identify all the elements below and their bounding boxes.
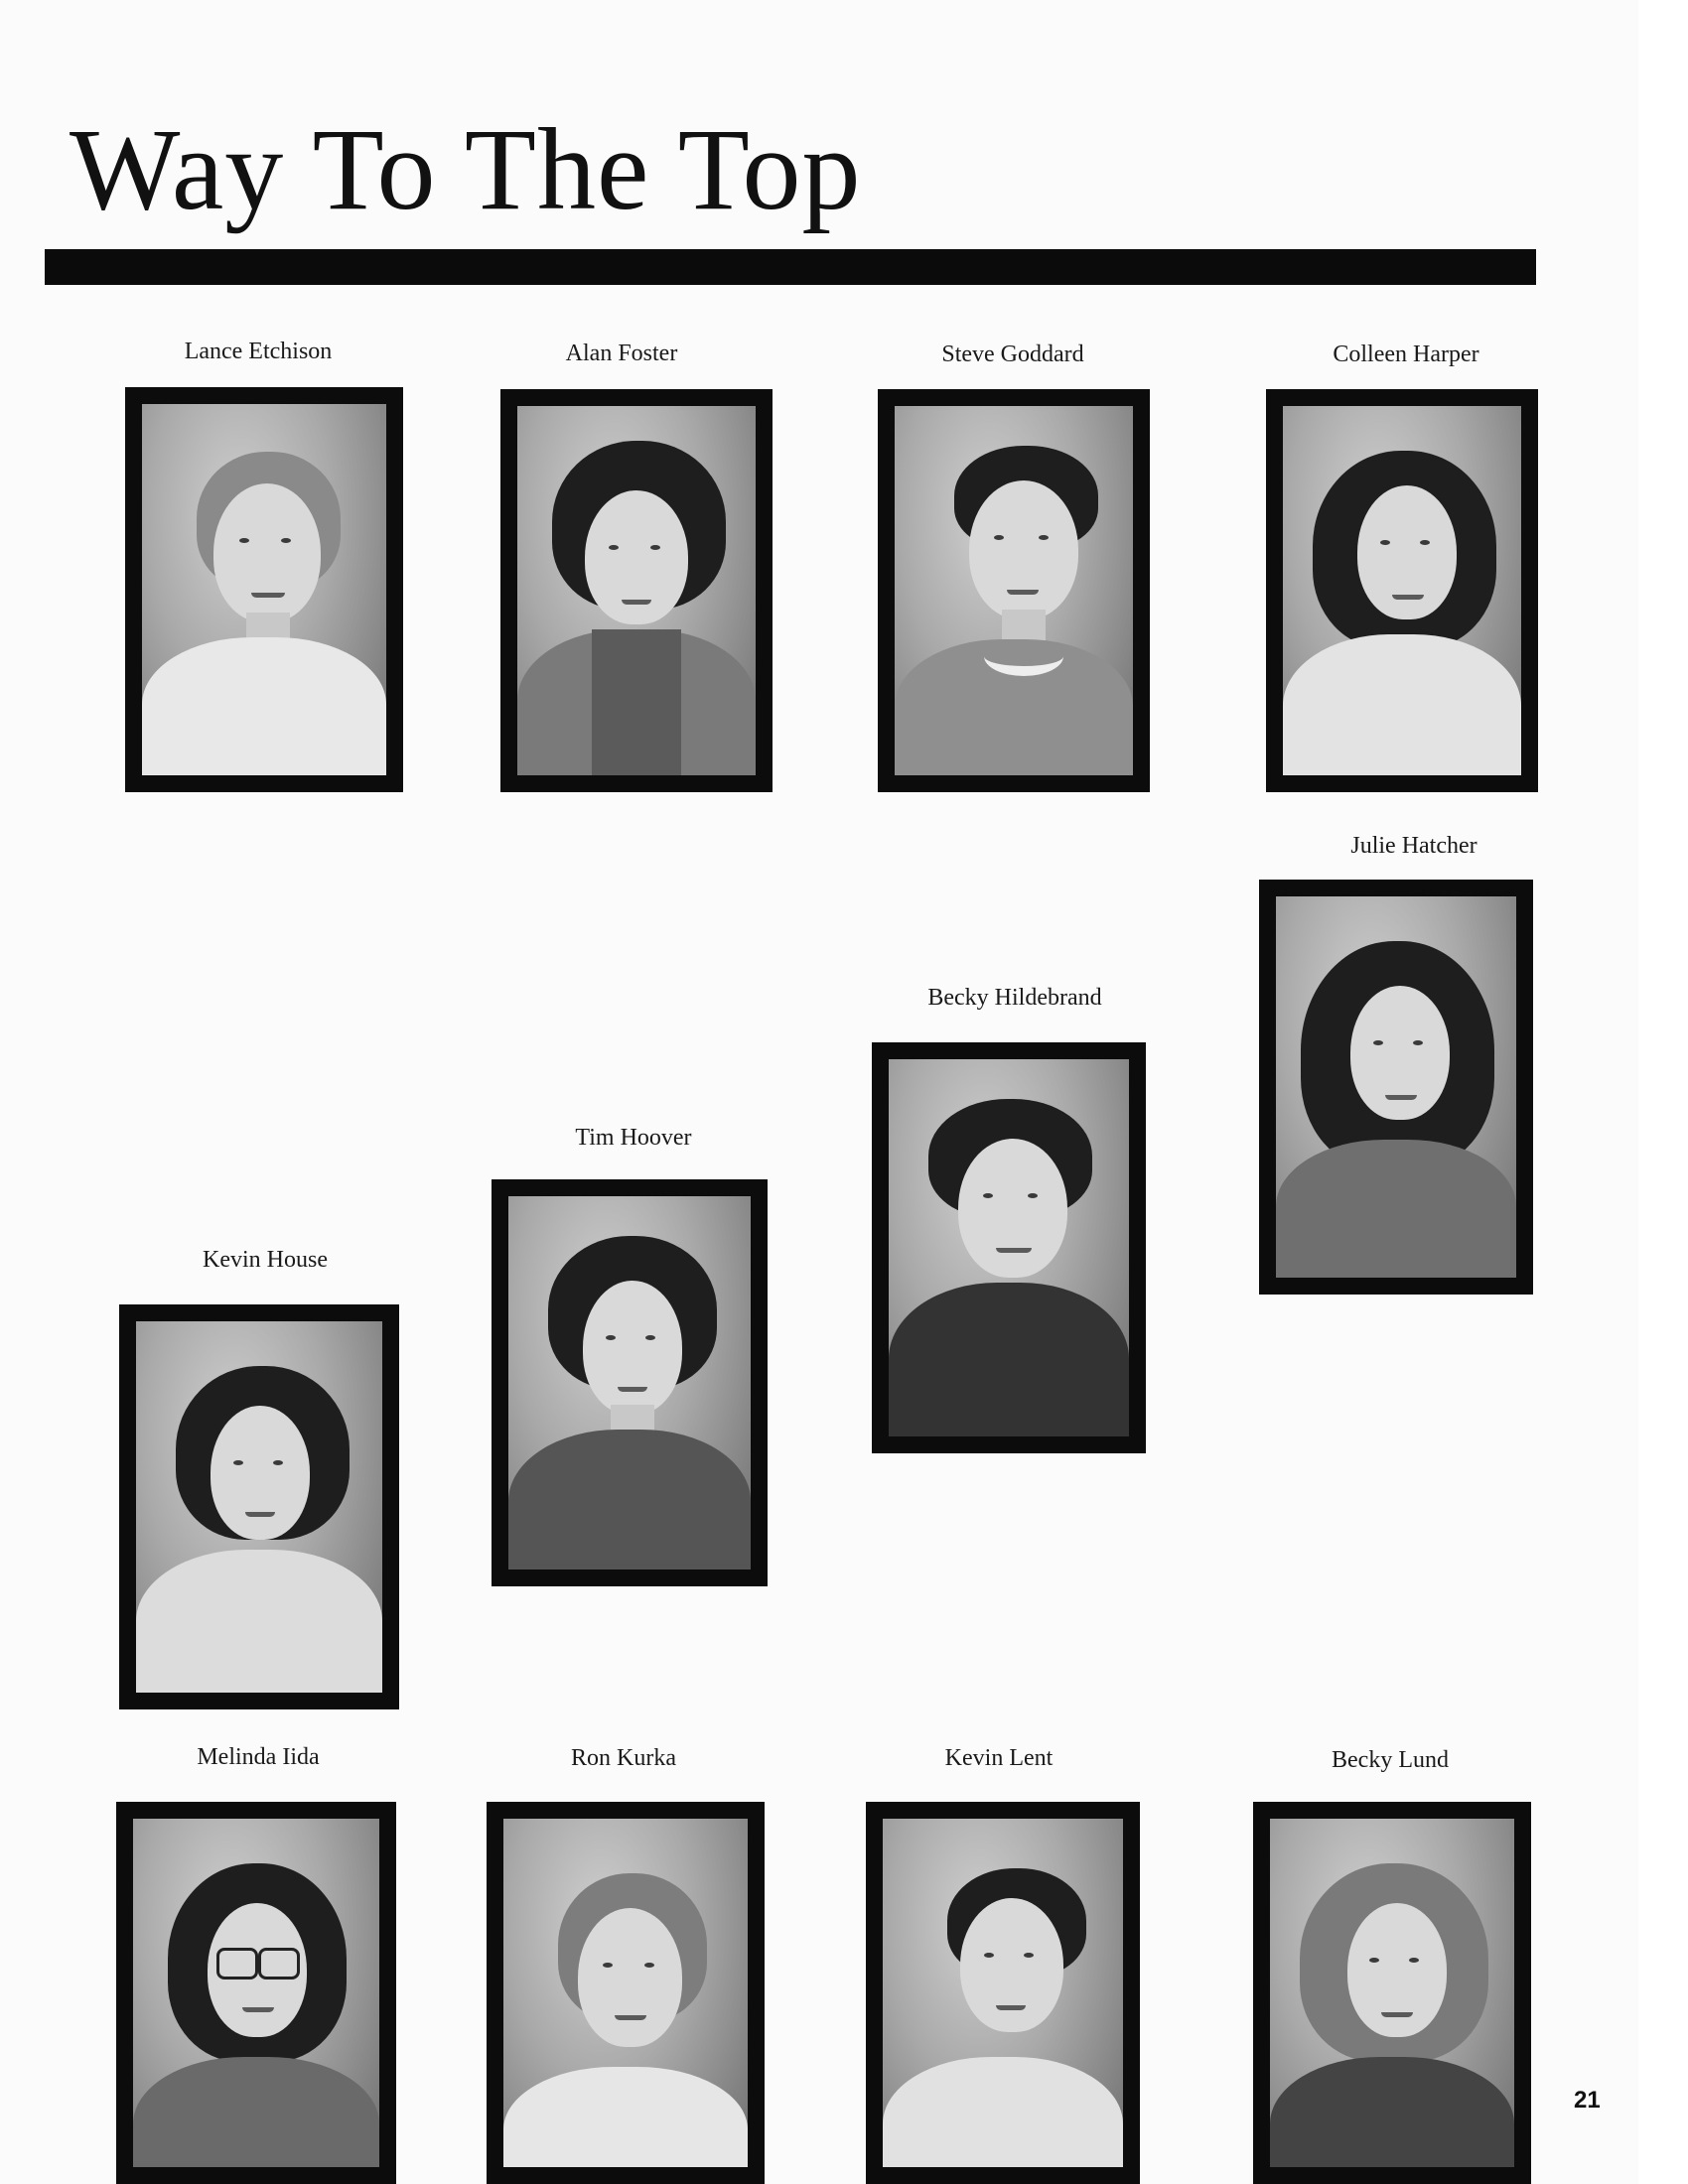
portrait-ron-kurka (487, 1802, 765, 2184)
student-name-tim-hoover: Tim Hoover (575, 1125, 692, 1151)
student-name-colleen-harper: Colleen Harper (1333, 341, 1479, 367)
title-rule (45, 249, 1536, 285)
portrait-julie-hatcher (1259, 880, 1533, 1295)
portrait-kevin-house (119, 1304, 399, 1709)
student-name-julie-hatcher: Julie Hatcher (1350, 833, 1477, 859)
portrait-tim-hoover (492, 1179, 768, 1586)
student-name-kevin-house: Kevin House (203, 1247, 328, 1273)
student-name-steve-goddard: Steve Goddard (941, 341, 1084, 367)
student-name-melinda-iida: Melinda Iida (197, 1744, 320, 1770)
portrait-kevin-lent (866, 1802, 1140, 2184)
student-name-kevin-lent: Kevin Lent (944, 1745, 1054, 1771)
student-name-becky-hildebrand: Becky Hildebrand (927, 985, 1102, 1011)
portrait-steve-goddard (878, 389, 1150, 792)
portrait-becky-lund (1253, 1802, 1531, 2184)
student-name-becky-lund: Becky Lund (1332, 1747, 1449, 1773)
portrait-lance-etchison (125, 387, 403, 792)
portrait-alan-foster (500, 389, 773, 792)
page-title: Way To The Top (70, 104, 862, 234)
student-name-lance-etchison: Lance Etchison (184, 339, 333, 364)
student-name-ron-kurka: Ron Kurka (571, 1745, 676, 1771)
portrait-melinda-iida (116, 1802, 396, 2184)
page-number: 21 (1574, 2087, 1601, 2114)
page-edge (1638, 0, 1688, 2184)
portrait-colleen-harper (1266, 389, 1538, 792)
student-name-alan-foster: Alan Foster (565, 341, 678, 366)
portrait-becky-hildebrand (872, 1042, 1146, 1453)
